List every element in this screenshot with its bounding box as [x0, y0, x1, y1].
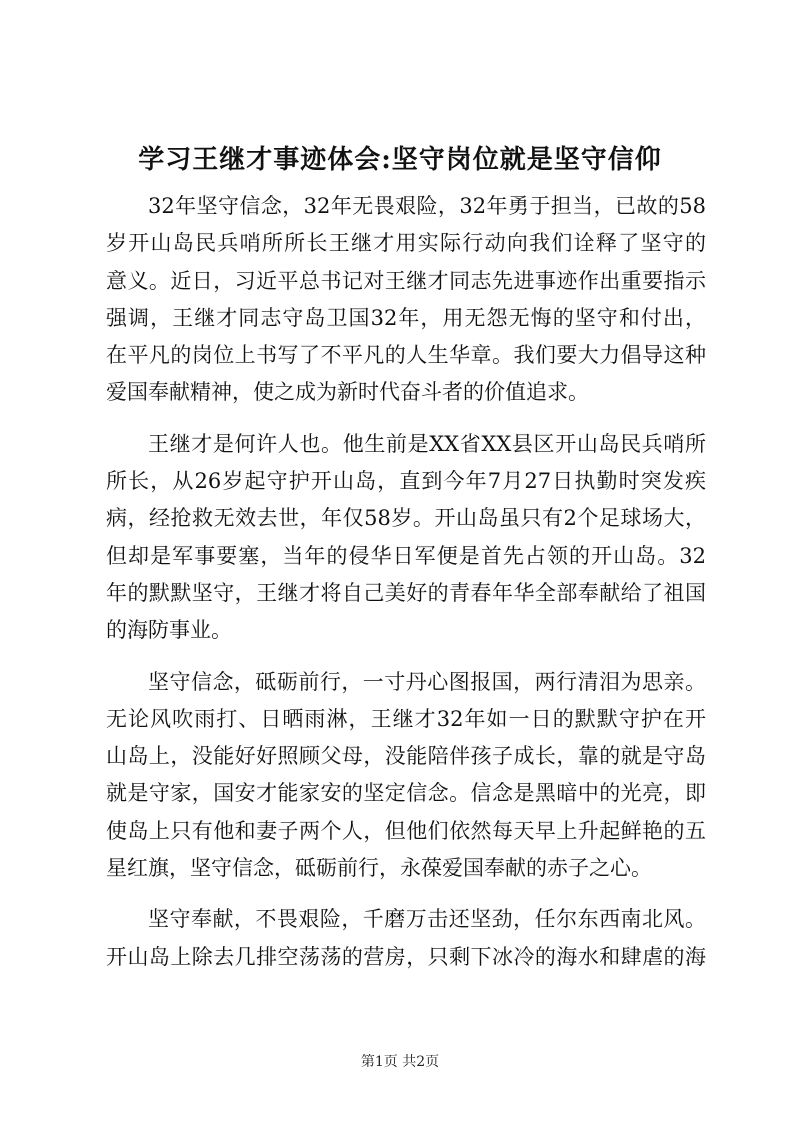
- text-line: 所长，从26岁起守护开山岛，直到今年7月27日执勤时突发疾: [106, 469, 706, 494]
- paragraph-2: [106, 426, 706, 650]
- document-title: 学习王继才事迹体会:坚守岗位就是坚守信仰: [138, 145, 662, 175]
- text-line: 无论风吹雨打、日晒雨淋，王继才32年如一日的默默守护在开: [106, 706, 706, 731]
- text-line: 爱国奉献精神，使之成为新时代奋斗者的价值追求。: [106, 380, 589, 405]
- text-line: 就是守家，国安才能家安的坚定信念。信念是黑暗中的光亮，即: [106, 781, 706, 806]
- text-line: 山岛上，没能好好照顾父母，没能陪伴孩子成长，靠的就是守岛: [106, 744, 706, 769]
- text-line: 坚守信念，砥砺前行，一寸丹心图报国，两行清泪为思亲。: [148, 669, 706, 694]
- text-line: 坚守奉献，不畏艰险，千磨万击还坚劲，任尔东西南北风。: [148, 907, 706, 932]
- text-line: 32年坚守信念，32年无畏艰险，32年勇于担当，已故的58: [148, 194, 706, 218]
- text-line: 开山岛上除去几排空荡荡的营房，只剩下冰冷的海水和肆虐的海: [106, 944, 706, 969]
- text-line: 但却是军事要塞，当年的侵华日军便是首先占领的开山岛。32: [106, 543, 706, 568]
- paragraph-1: [106, 188, 706, 412]
- text-line: 病，经抢救无效去世，年仅58岁。开山岛虽只有2个足球场大，: [106, 506, 706, 531]
- paragraph-3: [106, 664, 706, 888]
- text-line: 在平凡的岗位上书写了不平凡的人生华章。我们要大力倡导这种: [106, 343, 706, 368]
- text-line: 星红旗，坚守信念，砥砺前行，永葆爱国奉献的赤子之心。: [106, 856, 652, 881]
- paragraph-4: [106, 901, 706, 976]
- page-number-footer: 第1页 共2页: [360, 1054, 440, 1070]
- text-line: 的海防事业。: [106, 618, 232, 643]
- document-body: [106, 188, 706, 990]
- text-line: 使岛上只有他和妻子两个人，但他们依然每天早上升起鲜艳的五: [106, 818, 706, 843]
- text-line: 强调，王继才同志守岛卫国32年，用无怨无悔的坚守和付出，: [106, 305, 706, 330]
- text-line: 意义。近日，习近平总书记对王继才同志先进事迹作出重要指示: [106, 268, 706, 293]
- text-line: 年的默默坚守，王继才将自己美好的青春年华全部奉献给了祖国: [106, 580, 706, 605]
- text-line: 岁开山岛民兵哨所所长王继才用实际行动向我们诠释了坚守的: [106, 231, 706, 256]
- text-line: 王继才是何许人也。他生前是XX省XX县区开山岛民兵哨所: [148, 431, 706, 456]
